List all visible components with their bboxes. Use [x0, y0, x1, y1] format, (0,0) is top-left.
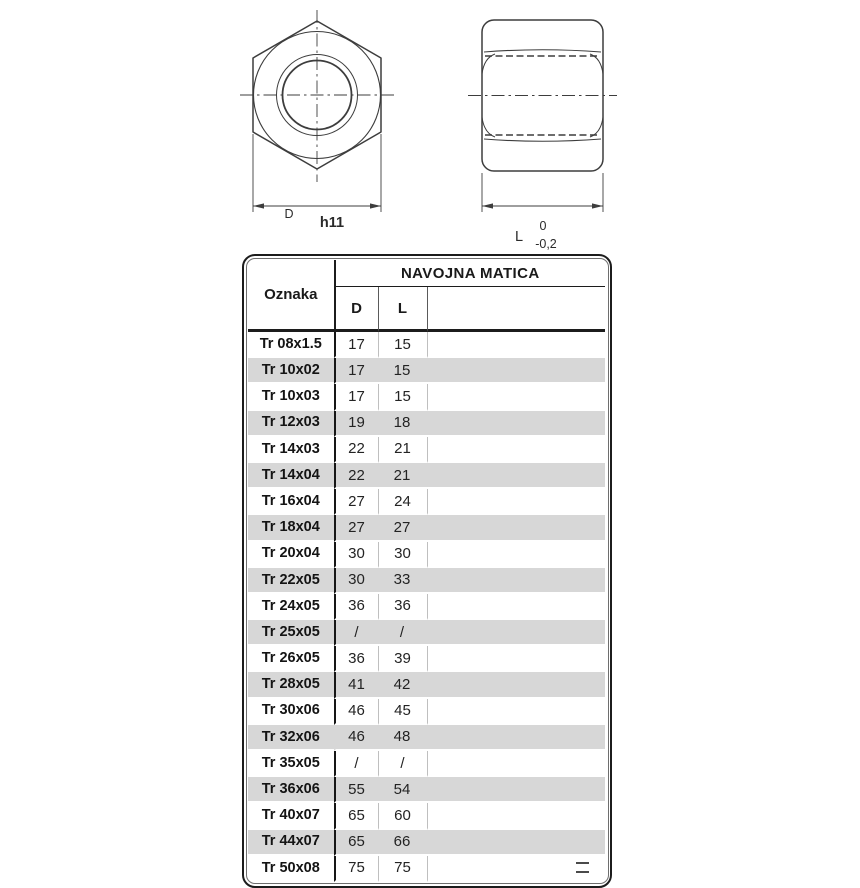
l-value-cell: 21	[378, 437, 427, 463]
empty-cell	[427, 620, 606, 646]
d-value-cell: /	[334, 751, 378, 777]
designation-cell: Tr 08x1.5	[248, 332, 334, 358]
empty-cell	[427, 332, 606, 358]
designation-cell: Tr 25x05	[248, 620, 334, 646]
d-value-cell: 17	[334, 358, 378, 384]
table-row	[248, 384, 605, 410]
designation-cell: Tr 50x08	[248, 856, 334, 882]
table-row	[248, 332, 605, 358]
table-row	[248, 515, 605, 541]
d-value-cell: 19	[334, 411, 378, 437]
l-value-cell: 33	[378, 568, 427, 594]
table-body	[248, 332, 605, 882]
l-value-cell: /	[378, 620, 427, 646]
column-header-oznaka: Oznaka	[248, 260, 334, 332]
column-header-d: D	[334, 287, 378, 332]
arrowhead-right	[370, 203, 381, 208]
empty-cell	[427, 699, 606, 725]
designation-cell: Tr 12x03	[248, 411, 334, 437]
empty-cell	[427, 358, 606, 384]
dim-h11-label: h11	[319, 215, 345, 231]
empty-cell	[427, 725, 606, 751]
l-value-cell: 18	[378, 411, 427, 437]
l-value-cell: 39	[378, 646, 427, 672]
hex-nut-side-view-drawing	[455, 0, 630, 252]
chamfer-arc-top-right	[590, 54, 603, 74]
l-value-cell: 45	[378, 699, 427, 725]
table-row	[248, 594, 605, 620]
tolerance-upper-label: 0	[539, 219, 547, 233]
equals-mark	[576, 862, 589, 873]
l-value-cell: 24	[378, 489, 427, 515]
empty-cell	[427, 803, 606, 829]
d-value-cell: 75	[334, 856, 378, 882]
designation-cell: Tr 30x06	[248, 699, 334, 725]
designation-cell: Tr 24x05	[248, 594, 334, 620]
d-value-cell: 65	[334, 803, 378, 829]
chamfer-arc-bottom-right	[590, 117, 603, 137]
table-row	[248, 411, 605, 437]
table-row	[248, 358, 605, 384]
l-value-cell: /	[378, 751, 427, 777]
dim-l-label: L	[514, 229, 524, 245]
d-value-cell: 36	[334, 594, 378, 620]
table-title: NAVOJNA MATICA	[334, 260, 606, 287]
table-row	[248, 803, 605, 829]
chamfer-arc-bottom-left	[482, 117, 495, 137]
l-value-cell: 75	[378, 856, 427, 882]
l-value-cell: 36	[378, 594, 427, 620]
l-value-cell: 27	[378, 515, 427, 541]
empty-cell	[427, 542, 606, 568]
empty-cell	[427, 437, 606, 463]
d-value-cell: 36	[334, 646, 378, 672]
empty-cell	[427, 568, 606, 594]
table-row	[248, 699, 605, 725]
d-value-cell: 55	[334, 777, 378, 803]
designation-cell: Tr 40x07	[248, 803, 334, 829]
designation-cell: Tr 35x05	[248, 751, 334, 777]
designation-cell: Tr 36x06	[248, 777, 334, 803]
designation-cell: Tr 16x04	[248, 489, 334, 515]
d-value-cell: 30	[334, 568, 378, 594]
table-row	[248, 489, 605, 515]
table-row	[248, 672, 605, 698]
table-row	[248, 463, 605, 489]
l-value-cell: 15	[378, 358, 427, 384]
table-row	[248, 620, 605, 646]
designation-cell: Tr 20x04	[248, 542, 334, 568]
empty-cell	[427, 463, 606, 489]
arrowhead-left	[482, 203, 493, 208]
arrowhead-right	[592, 203, 603, 208]
d-value-cell: 46	[334, 725, 378, 751]
empty-cell	[427, 751, 606, 777]
face-edge-bottom	[484, 139, 601, 141]
arrowhead-left	[253, 203, 264, 208]
d-value-cell: 17	[334, 332, 378, 358]
d-value-cell: 27	[334, 489, 378, 515]
d-value-cell: 30	[334, 542, 378, 568]
l-value-cell: 15	[378, 384, 427, 410]
column-header-empty	[427, 287, 606, 332]
designation-cell: Tr 32x06	[248, 725, 334, 751]
empty-cell	[427, 384, 606, 410]
dimension-table	[242, 254, 612, 888]
designation-cell: Tr 14x04	[248, 463, 334, 489]
d-value-cell: /	[334, 620, 378, 646]
designation-cell: Tr 10x03	[248, 384, 334, 410]
face-edge-top	[484, 50, 601, 52]
designation-cell: Tr 22x05	[248, 568, 334, 594]
table-row	[248, 646, 605, 672]
l-value-cell: 42	[378, 672, 427, 698]
empty-cell	[427, 489, 606, 515]
l-value-cell: 66	[378, 830, 427, 856]
l-value-cell: 60	[378, 803, 427, 829]
empty-cell	[427, 515, 606, 541]
table-row	[248, 542, 605, 568]
designation-cell: Tr 28x05	[248, 672, 334, 698]
hex-nut-front-view-drawing	[228, 0, 410, 240]
d-value-cell: 22	[334, 463, 378, 489]
l-value-cell: 48	[378, 725, 427, 751]
table-row	[248, 437, 605, 463]
empty-cell	[427, 672, 606, 698]
table-row	[248, 568, 605, 594]
chamfer-arc-top-left	[482, 54, 495, 74]
d-value-cell: 27	[334, 515, 378, 541]
l-value-cell: 54	[378, 777, 427, 803]
table-row	[248, 725, 605, 751]
d-value-cell: 46	[334, 699, 378, 725]
table-row	[248, 830, 605, 856]
empty-cell	[427, 411, 606, 437]
d-value-cell: 17	[334, 384, 378, 410]
designation-cell: Tr 18x04	[248, 515, 334, 541]
table-row	[248, 777, 605, 803]
table-header	[248, 260, 605, 332]
empty-cell	[427, 646, 606, 672]
d-value-cell: 22	[334, 437, 378, 463]
designation-cell: Tr 44x07	[248, 830, 334, 856]
dim-d-label: D	[284, 207, 294, 221]
empty-cell	[427, 777, 606, 803]
l-value-cell: 21	[378, 463, 427, 489]
designation-cell: Tr 10x02	[248, 358, 334, 384]
empty-cell	[427, 830, 606, 856]
d-value-cell: 65	[334, 830, 378, 856]
l-value-cell: 15	[378, 332, 427, 358]
empty-cell	[427, 594, 606, 620]
l-value-cell: 30	[378, 542, 427, 568]
designation-cell: Tr 26x05	[248, 646, 334, 672]
d-value-cell: 41	[334, 672, 378, 698]
table-row	[248, 751, 605, 777]
designation-cell: Tr 14x03	[248, 437, 334, 463]
column-header-l: L	[378, 287, 427, 332]
navojna-matica-table	[248, 260, 605, 882]
tolerance-lower-label: -0,2	[535, 237, 557, 251]
